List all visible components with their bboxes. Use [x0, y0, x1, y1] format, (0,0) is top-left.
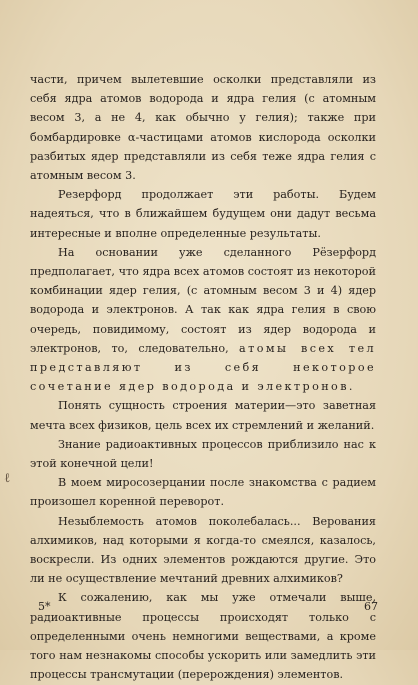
paragraph-3-end: . [348, 380, 353, 394]
paragraph-4: Понять сущность строения материи—это заветная мечта всех физиков, цель всех их стремлений и желаний. [30, 399, 376, 432]
paragraph-2: Резерфорд продолжает эти работы. Будем надеяться, что в ближайшем будущем они дадут весьма интересные и вполне определенные результаты. [30, 188, 376, 240]
margin-pencil-mark: ℓ [4, 471, 11, 486]
paragraph-7: Незыблемость атомов поколебалась... Верования алхимиков, над которыми я когда-то смеялся, казалось, воскресли. Из одних элементов рождаются другие. Это ли не осуществление мечтаний древних алхимиков? [30, 514, 376, 586]
paragraph-8: К сожалению, как мы уже отмечали выше, радиоактивные процессы происходят только с определенными очень немногими веществами, а кроме того нам незнакомы способы ускорить или замедлить эти процессы трансмутации (перерождения) элементов. [30, 591, 376, 682]
page-footer [38, 600, 378, 613]
paragraph-3-start: На основании уже сделанного Рёзерфорд предполагает, что ядра всех атомов состоят из некоторой комбинации ядер гелия, (с атомным весом 3 и 4) ядер водорода и электронов. А так как ядра гелия в свою очередь, повидимому, состоят из ядер водорода и электронов, то, следовательно, [30, 245, 376, 355]
paragraph-5: Знание радиоактивных процессов приблизило нас к этой конечной цели! [30, 437, 376, 471]
page-number: 67 [364, 600, 378, 613]
paragraph-3 [30, 243, 376, 397]
paragraph-1: части, причем вылетевшие осколки представляли из себя ядра атомов водорода и ядра гелия (с атомным весом 3, а не 4, как обычно у гелия); также при бомбардировке α-частицами атомов кислорода осколки разбитых ядер представляли из себя теже ядра гелия с атомным весом 3. [30, 73, 376, 183]
paragraph-3-emphasis: атомы всех тел представляют из себя некоторое сочетание ядер водорода и электронов [30, 341, 376, 394]
page-body [30, 70, 376, 685]
paragraph-6: В моем миросозерцании после знакомства с радием произошел коренной переворот. [30, 476, 376, 509]
signature-mark: 5* [38, 600, 51, 613]
